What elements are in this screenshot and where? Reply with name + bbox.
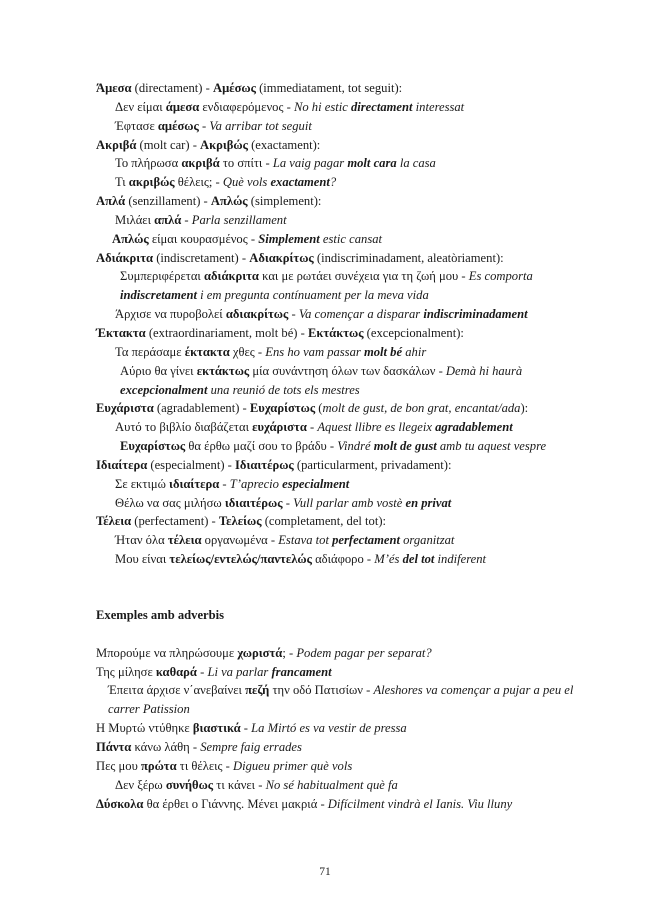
italic-translation: interessat [412,99,465,114]
text-segment: ): [520,401,529,416]
entry-line [96,437,576,456]
example-line [96,757,576,776]
text-segment: Αυτό το βιβλίο διαβάζεται [115,420,253,435]
bold-italic-term: perfectament [332,533,400,548]
bold-term: εκτάκτως [196,363,250,378]
bold-term: απλά [154,212,182,227]
bold-term: Αδιάκριτα [96,250,154,265]
bold-italic-term: especialment [282,476,350,491]
text-segment: Άρχισε να πυροβολεί [115,307,226,322]
bold-term: Απλώς [112,231,149,246]
text-segment: κάνω λάθη - [131,740,201,754]
bold-term: έκτακτα [184,344,230,359]
bold-term: Άμεσα [96,81,132,95]
italic-translation: Podem pagar per separat? [296,645,432,660]
italic-translation: Li va parlar [207,664,272,679]
spacer [96,625,576,644]
adverb-pairs-list [96,79,576,569]
bold-term: καθαρά [155,664,197,679]
italic-translation: Aleshores va començar a pujar a peu el carrer Patission [108,683,574,717]
bold-term: Ευχάριστα [96,401,154,416]
text-segment: θα έρθω μαζί σου το βράδυ - [185,439,338,454]
bold-term: βιαστικά [192,721,241,736]
text-segment: - [288,307,299,322]
entry-line [96,418,576,437]
bold-term: Ακριβώς [200,137,248,152]
text-segment: Η Μυρτώ ντύθηκε [96,721,193,736]
italic-translation: la casa [396,156,436,171]
italic-translation: Va arribar tot seguit [209,118,312,133]
spacer [96,569,576,606]
italic-translation: Vindré [337,439,374,454]
italic-translation: ahir [402,344,427,359]
page-body [96,79,576,813]
text-segment: (particularment, privadament): [293,457,452,472]
example-line [96,738,576,757]
text-segment: (especialment) - [147,457,235,472]
italic-translation: M’és [374,552,403,567]
italic-translation: Parla senzillament [191,212,287,227]
bold-italic-term: francament [271,664,332,679]
entry-line [96,362,576,400]
text-segment: (molt car) - [136,137,201,152]
text-segment: Ήταν όλα [115,533,168,548]
italic-translation: Va començar a disparar [298,307,424,322]
italic-translation: Estava tot [278,533,333,548]
text-segment: Θέλω να σας μιλήσω [115,495,225,510]
text-segment: Έφτασε [115,118,158,133]
text-segment: είμαι κουρασμένος - [148,231,259,246]
entry-line [96,399,576,418]
italic-translation: una reunió de tots els mestres [207,382,360,397]
text-segment: Δεν ξέρω [115,777,166,792]
italic-translation: La vaig pagar [272,156,348,171]
bold-term: Ιδιαιτέρως [235,457,294,472]
text-segment: Συμπεριφέρεται [120,269,204,284]
text-segment: - [306,420,318,435]
italic-translation: Digueu primer què vols [232,758,353,773]
bold-italic-term: Simplement [258,231,320,246]
text-segment: (senzillament) - [125,194,211,209]
bold-italic-term: agradablement [435,420,513,435]
bold-term: ακριβά [181,156,220,171]
bold-term: Τελείως [218,514,262,529]
text-segment: χθες - [229,344,266,359]
bold-term: πεζή [245,683,270,698]
bold-term: Αμέσως [212,81,256,95]
text-segment: τι θέλεις - [176,758,233,773]
text-segment: Δεν είμαι [115,99,166,114]
text-segment: - [181,212,192,227]
bold-term: Ακριβά [96,137,137,152]
text-segment: Μιλάει [115,212,155,227]
entry-line [96,79,576,98]
italic-translation: indiferent [434,552,487,567]
examples-list [96,644,576,814]
bold-italic-term: indiscriminadament [423,307,528,322]
bold-term: πρώτα [140,758,177,773]
text-segment: (agradablement) - [153,401,250,416]
bold-italic-term: en privat [405,495,452,510]
example-line [96,795,576,814]
entry-line [96,98,576,117]
bold-italic-term: excepcionalment [120,382,208,397]
bold-term: Αδιακρίτως [249,250,314,265]
entry-line [96,512,576,531]
text-segment: Αύριο θα γίνει [120,363,197,378]
bold-italic-term: directament [350,99,413,114]
entry-line [96,531,576,550]
bold-term: Ιδιαίτερα [96,457,148,472]
entry-line [96,117,576,136]
italic-translation: Ens ho vam passar [265,344,364,359]
bold-term: χωριστά [237,645,283,660]
entry-line [96,211,576,230]
bold-term: Απλά [96,194,126,209]
text-segment: ; - [282,645,297,660]
italic-translation: molt de gust, de bon grat, encantat/ada [322,401,521,416]
italic-translation: La Mirtó es va vestir de pressa [251,721,407,736]
entry-line [96,249,576,268]
text-segment: Μπορούμε να πληρώσουμε [96,645,238,660]
italic-translation: Aquest llibre es llegeix [317,420,436,435]
text-segment: την οδό Πατισίων - [269,683,374,698]
text-segment: Πες μου [96,758,141,773]
bold-italic-term: del tot [402,552,435,567]
entry-line [96,305,576,324]
text-segment: Της μίλησε [96,664,156,679]
bold-term: Δύσκολα [96,796,144,811]
text-segment: ενδιαφερόμενος - [199,99,294,114]
bold-term: ιδιαίτερα [169,476,220,491]
text-segment: Τα περάσαμε [115,344,185,359]
text-segment: ( [315,401,323,416]
section-heading: Exemples amb adverbis [96,607,225,622]
entry-line [96,230,576,249]
text-segment: (excepcionalment): [363,325,464,340]
italic-translation: No hi estic [293,99,351,114]
bold-italic-term: molt cara [347,156,397,171]
example-line [96,719,576,738]
text-segment: (indiscriminadament, aleatòriament): [313,250,504,265]
entry-line [96,456,576,475]
text-segment: (immediatament, tot seguit): [255,81,403,95]
italic-translation: i em pregunta contínuament per la meva vida [196,288,429,303]
bold-italic-term: exactament [270,175,330,190]
text-segment: - [198,118,210,133]
text-segment: (indiscretament) - [153,250,250,265]
bold-term: Ευχαρίστως [249,401,316,416]
entry-line [96,475,576,494]
bold-term: Απλώς [210,194,248,209]
entry-line [96,173,576,192]
entry-line [96,324,576,343]
text-segment: θα έρθει ο Γιάννης. Μένει μακριά - [143,796,328,811]
bold-term: Έκτακτα [96,325,146,340]
entry-line [96,550,576,569]
text-segment: - [196,664,208,679]
bold-term: αδιακρίτως [225,307,289,322]
text-segment: (directament) - [131,81,213,95]
bold-term: Εκτάκτως [307,325,364,340]
italic-translation: Es comporta [468,269,533,284]
bold-italic-term: molt de gust [373,439,437,454]
italic-translation: Sempre faig errades [200,740,302,754]
text-segment: Έπειτα άρχισε ν΄ανεβαίνει [108,683,246,698]
bold-term: Ευχαρίστως [120,439,186,454]
text-segment: και με ρωτάει συνέχεια για τη ζωή μου - [258,269,469,284]
bold-term: τελείως/εντελώς/παντελώς [169,552,312,567]
entry-line [96,192,576,211]
entry-line [96,267,576,305]
text-segment: (simplement): [247,194,322,209]
bold-term: τέλεια [167,533,202,548]
bold-term: ιδιαιτέρως [224,495,283,510]
text-segment: (exactament): [247,137,321,152]
text-segment: - [282,495,294,510]
example-line [96,663,576,682]
text-segment: - [240,721,252,736]
text-segment: (perfectament) - [131,514,219,529]
bold-term: Τέλεια [96,514,132,529]
text-segment: τι κάνει - [213,777,266,792]
bold-term: αδιάκριτα [203,269,259,284]
bold-term: ευχάριστα [252,420,307,435]
bold-italic-term: molt bé [363,344,403,359]
entry-line [96,343,576,362]
text-segment: Μου είναι [115,552,170,567]
entry-line [96,494,576,513]
example-line [96,776,576,795]
bold-italic-term: indiscretament [120,288,197,303]
text-segment: Τι [115,175,129,190]
page-number: 71 [319,866,331,878]
text-segment: αδιάφορο - [311,552,375,567]
text-segment: (extraordinariament, molt bé) - [145,325,308,340]
italic-translation: T’aprecio [229,476,283,491]
example-line [96,644,576,663]
entry-line [96,154,576,173]
text-segment: θέλεις; - [174,175,223,190]
italic-translation: estic cansat [319,231,383,246]
text-segment: (completament, del tot): [261,514,387,529]
italic-translation: Vull parlar amb vostè [293,495,406,510]
text-segment: μία συνάντηση όλων των δασκάλων - [249,363,446,378]
bold-term: ακριβώς [128,175,175,190]
italic-translation: ? [329,175,337,190]
italic-translation: No sé habitualment què fa [265,777,398,792]
italic-translation: Demà hi haurà [445,363,523,378]
text-segment: - [219,476,230,491]
bold-term: αμέσως [157,118,199,133]
bold-term: Πάντα [96,740,132,754]
entry-line [96,136,576,155]
text-segment: οργανωμένα - [201,533,279,548]
text-segment: Το πλήρωσα [115,156,182,171]
bold-term: άμεσα [165,99,200,114]
example-line [96,681,576,719]
bold-term: συνήθως [165,777,214,792]
text-segment: το σπίτι - [219,156,273,171]
italic-translation: amb tu aquest vespre [436,439,547,454]
italic-translation: Què vols [222,175,271,190]
italic-translation: organitzat [399,533,455,548]
text-segment: Σε εκτιμώ [115,476,170,491]
italic-translation: Difícilment vindrà el Ianis. Viu lluny [327,796,513,811]
